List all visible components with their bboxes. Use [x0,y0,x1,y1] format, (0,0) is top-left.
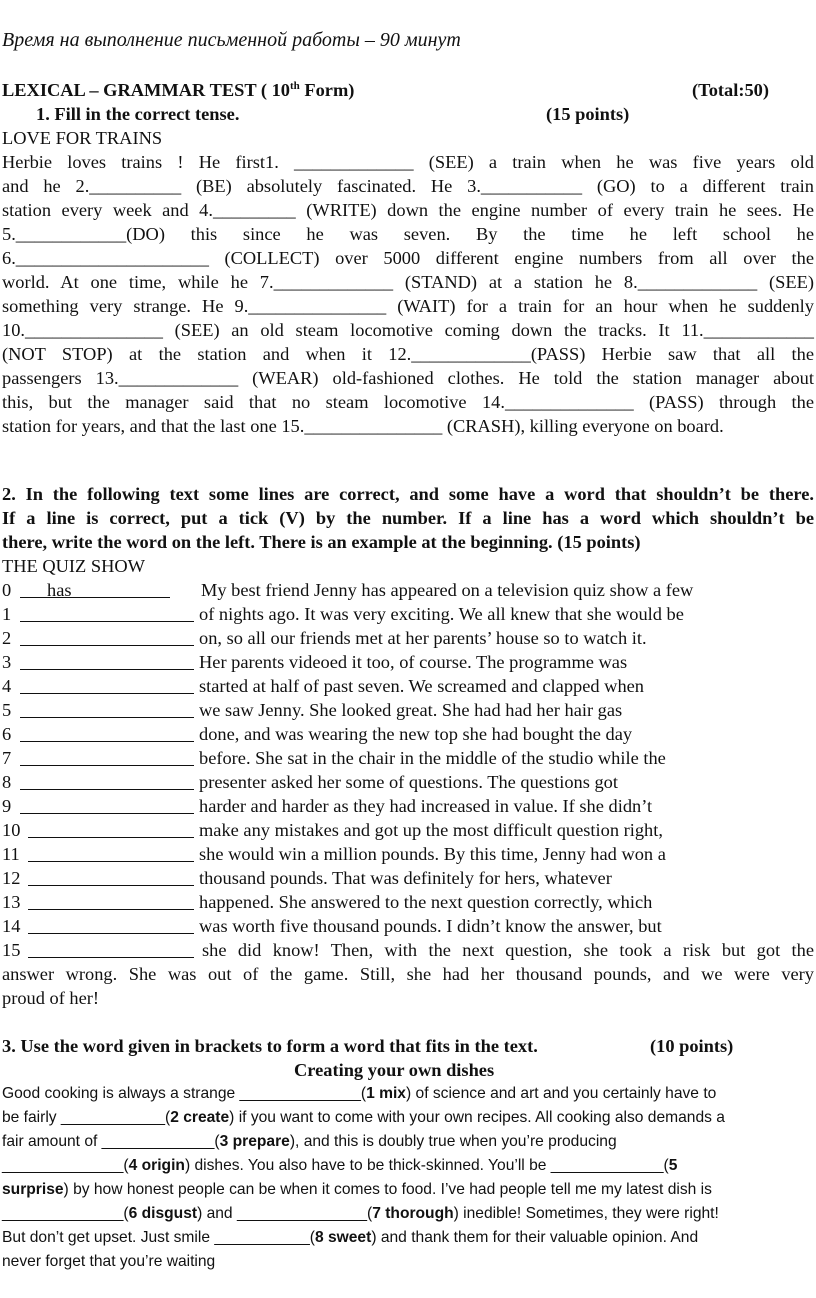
section-2-subtitle: THE QUIZ SHOW [2,556,146,576]
text-line: on, so all our friends met at her parents’ house so to watch it. [199,628,647,648]
section-1-line: this, but the manager said that no steam locomotive 14.______________ (PASS) through the [2,392,814,412]
section-3-line [2,1154,677,1178]
word-cue: surprise [2,1181,64,1198]
word-cue: 5 [668,1157,678,1174]
text-run: be fairly ____________( [2,1109,171,1126]
time-limit-line: Время на выполнение письменной работы – 90 минут [2,29,461,51]
text-line: make any mistakes and got up the most difficult question right, [199,820,663,840]
text-line: thousand pounds. That was definitely for hers, whatever [199,868,612,888]
section-1-points: (15 points) [546,104,630,124]
answer-blank[interactable] [20,770,194,790]
answer-blank[interactable] [20,722,194,742]
text-run: fair amount of _____________( [2,1133,220,1150]
total-points: (Total:50) [692,80,769,100]
word-cue: 8 sweet [314,1229,372,1246]
word-cue: 2 create [170,1109,230,1126]
word-cue: 3 prepare [219,1133,290,1150]
section-1-line: world. At one time, while he 7._____________ (STAND) at a station he 8._____________ (SEE) [2,272,814,292]
text-run: ) by how honest people can be when it comes to food. I’ve had people tell me my latest dish is [63,1181,712,1198]
test-title [2,78,354,102]
text-run: Good cooking is always a strange ______________( [2,1085,367,1102]
row-number: 7 [2,748,12,768]
section-2-instruction-last: there, write the word on the left. There is an example at the beginning. (15 points) [2,532,641,552]
text-line: of nights ago. It was very exciting. We all knew that she would be [199,604,684,624]
test-title-form: Form) [299,80,355,100]
text-line: harder and harder as they had increased in value. If she didn’t [199,796,653,816]
answer-blank[interactable] [20,674,194,694]
word-cue: 6 disgust [128,1205,198,1222]
answer-blank[interactable] [20,746,194,766]
section-3-subtitle: Creating your own dishes [294,1060,495,1080]
text-line: we saw Jenny. She looked great. She had had her hair gas [199,700,623,720]
row-number: 14 [2,916,21,936]
text-line: done, and was wearing the new top she had bought the day [199,724,633,744]
text-line: happened. She answered to the next question correctly, which [199,892,653,912]
word-cue: 7 thorough [372,1205,454,1222]
row-number: 4 [2,676,12,696]
section-1-line: Herbie loves trains ! He first1. _____________ (SEE) a train when he was five years old [2,152,814,172]
answer-blank[interactable] [20,602,194,622]
word-cue: 4 origin [128,1157,185,1174]
example-text-line: My best friend Jenny has appeared on a television quiz show a few [201,580,694,600]
section-3-line [2,1226,698,1250]
section-3-title: 3. Use the word given in brackets to form a word that fits in the text. [2,1036,538,1056]
section-1-line: something very strange. He 9._______________ (WAIT) for a train for an hour when he suddenly [2,296,814,316]
answer-blank[interactable] [20,650,194,670]
section-3-line [2,1130,617,1154]
text-line: presenter asked her some of questions. The questions got [199,772,618,792]
row-number: 11 [2,844,20,864]
answer-blank[interactable] [20,698,194,718]
section-2-tail: answer wrong. She was out of the game. Still, she had her thousand pounds, and we were very [2,964,814,984]
answer-blank[interactable] [28,842,194,862]
section-1-subtitle: LOVE FOR TRAINS [2,128,163,148]
text-run: But don’t get upset. Just smile ___________( [2,1229,315,1246]
text-run: ) and _______________( [197,1205,373,1222]
row-number: 2 [2,628,12,648]
example-answer-word: has [47,580,72,600]
section-1-line: station every week and 4._________ (WRITE) down the engine number of every train he sees. He [2,200,814,220]
row-number: 12 [2,868,21,888]
text-run: ) if you want to come with your own recipes. All cooking also demands a [229,1109,725,1126]
section-2-instruction: 2. In the following text some lines are correct, and some have a word that shouldn’t be there. [2,484,814,504]
text-run: ) dishes. You also have to be thick-skinned. You’ll be _____________( [184,1157,669,1174]
text-line: Her parents videoed it too, of course. The programme was [199,652,628,672]
row-number: 5 [2,700,12,720]
answer-blank[interactable] [28,866,194,886]
test-title-sup: th [290,79,300,92]
row-number: 9 [2,796,12,816]
section-3-line: never forget that you’re waiting [2,1253,216,1270]
section-1-line: 6._____________________ (COLLECT) over 5000 different engine numbers from all over the [2,248,814,268]
section-3-line [2,1178,712,1202]
section-1-last-line: station for years, and that the last one 15._______________ (CRASH), killing everyone on board. [2,416,724,436]
test-title-text: LEXICAL – GRAMMAR TEST ( 10 [2,80,290,100]
answer-blank[interactable] [20,626,194,646]
answer-blank[interactable] [20,794,194,814]
row-number: 1 [2,604,12,624]
example-number: 0 [2,580,12,600]
section-1-line: and he 2.__________ (BE) absolutely fascinated. He 3.___________ (GO) to a different train [2,176,814,196]
section-3-points: (10 points) [650,1036,734,1056]
row-number: 10 [2,820,21,840]
text-run: ), and this is doubly true when you’re producing [289,1133,617,1150]
section-3-line [2,1106,725,1130]
row-number: 6 [2,724,12,744]
word-cue: 1 mix [366,1085,406,1102]
text-run: ______________( [2,1157,129,1174]
section-1-title: 1. Fill in the correct tense. [36,104,240,124]
section-2-instruction: If a line is correct, put a tick (V) by the number. If a line has a word which shouldn’t be [2,508,814,528]
example-answer-blank [20,578,170,598]
text-line: was worth five thousand pounds. I didn’t know the answer, but [199,916,662,936]
section-1-line: 10._______________ (SEE) an old steam locomotive coming down the tracks. It 11.____________ [2,320,814,340]
section-3-line [2,1082,716,1106]
row-number: 3 [2,652,12,672]
section-2-tail-end: proud of her! [2,988,100,1008]
answer-blank[interactable] [28,890,194,910]
text-run: ______________( [2,1205,129,1222]
text-run: ) of science and art and you certainly have to [406,1085,717,1102]
row-number: 8 [2,772,12,792]
text-line: she did know! Then, with the next question, she took a risk but got the [202,940,814,960]
text-line: before. She sat in the chair in the middle of the studio while the [199,748,666,768]
text-line: she would win a million pounds. By this time, Jenny had won a [199,844,666,864]
section-3-line [2,1202,719,1226]
text-run: ) inedible! Sometimes, they were right! [453,1205,719,1222]
text-run: ) and thank them for their valuable opinion. And [371,1229,699,1246]
row-number: 13 [2,892,21,912]
section-1-line: passengers 13._____________ (WEAR) old-fashioned clothes. He told the station manager about [2,368,814,388]
text-line: started at half of past seven. We screamed and clapped when [199,676,644,696]
row-number: 15 [2,940,21,960]
answer-blank[interactable] [28,938,194,958]
section-1-line: (NOT STOP) at the station and when it 12._____________(PASS) Herbie saw that all the [2,344,814,364]
section-1-line: 5.____________(DO) this since he was seven. By the time he left school he [2,224,814,244]
answer-blank[interactable] [28,914,194,934]
answer-blank[interactable] [28,818,194,838]
